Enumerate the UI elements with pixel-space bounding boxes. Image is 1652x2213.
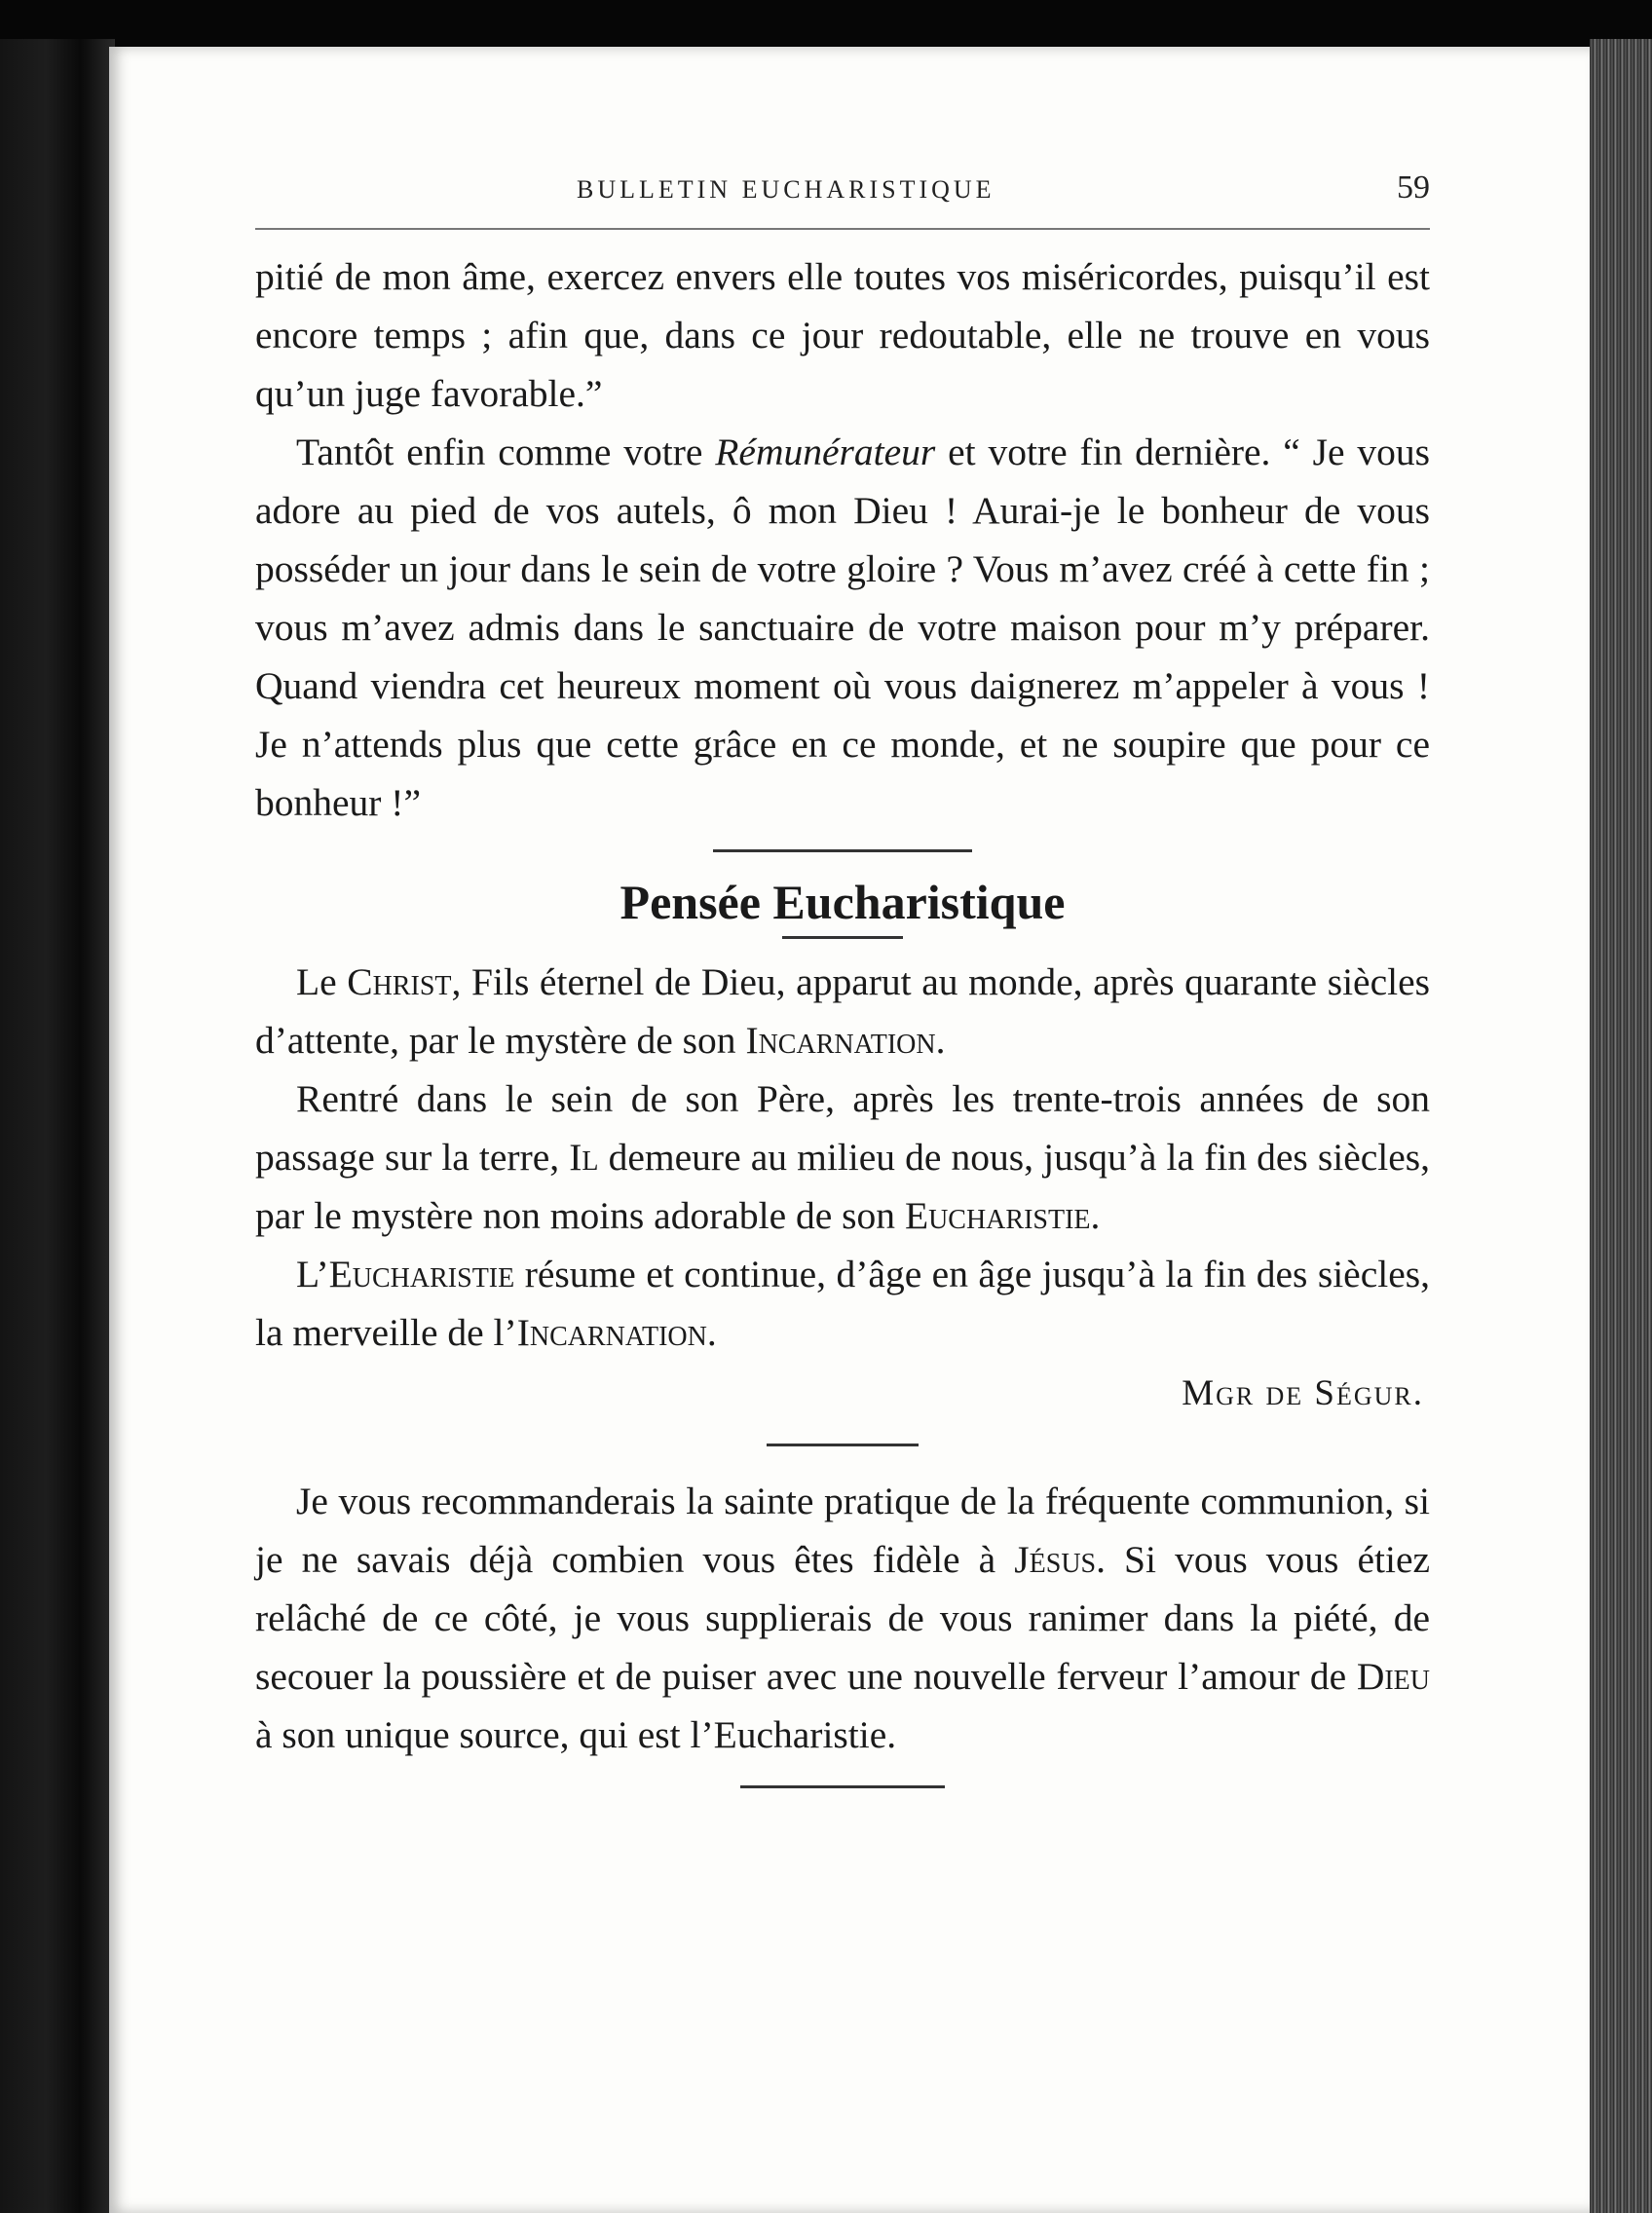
text-run: . xyxy=(935,1019,946,1062)
running-head xyxy=(255,146,1430,208)
heading-underline xyxy=(782,936,903,939)
eucharistie-paragraph xyxy=(255,1069,1430,1245)
continued-paragraph xyxy=(255,247,1430,423)
text-run: Je vous recommanderais la sainte pratique de la fréquente communion, si je ne savais déjà combien vous êtes fidèle à xyxy=(255,1480,1430,1581)
text-run: . Si vous vous étiez relâché de ce côté, je vous supplierais de vous ranimer dans la piété, de secouer la poussière et de puiser avec une nouvelle ferveur l’amour de xyxy=(255,1538,1431,1698)
small-caps-dieu: Dieu xyxy=(1356,1655,1430,1698)
header-rule xyxy=(255,228,1430,230)
end-rule xyxy=(740,1785,945,1788)
remunerateur-paragraph xyxy=(255,423,1430,832)
section-heading: Pensée Eucharistique xyxy=(620,875,1066,929)
text-run: . xyxy=(706,1311,717,1354)
small-caps-christ: Christ xyxy=(347,960,452,1003)
text-run: , Fils éternel de Dieu, apparut au monde, après quarante siècles d’attente, par le mystère de son xyxy=(255,960,1430,1062)
text-run: Rentré dans le sein de son Père, après les trente-trois années de son passage sur la terre, xyxy=(255,1077,1430,1179)
section-divider xyxy=(767,1444,919,1446)
text-run: demeure au milieu de nous, jusqu’à la fin des siècles, par le mystère non moins adorable de son xyxy=(255,1136,1431,1237)
book-gutter xyxy=(0,39,115,2213)
small-caps-eucharistie: Eucharistie xyxy=(328,1253,515,1295)
small-caps-incarnation: Incarnation xyxy=(516,1311,707,1354)
author-signature: Mgr de Ségur. xyxy=(1182,1373,1424,1413)
small-caps-incarnation: Incarnation xyxy=(745,1019,936,1062)
running-head-title: BULLETIN EUCHARISTIQUE xyxy=(577,175,995,204)
section-divider xyxy=(713,849,972,852)
text-run: et votre fin dernière. “ Je vous adore au pied de vos autels, ô mon Dieu ! Aurai-je le bonheur de vous posséder un jour dans le sein de votre gloire ? Vous m’avez créé à cette fin ; vous m’avez admis dans le sanctuaire de votre maison pour m’y préparer. Quand viendra cet heureux moment où vous daignerez m’appeler à vous ! Je n’attends plus que cette grâce en ce monde, et ne soupire que pour ce bonheur !” xyxy=(255,431,1430,824)
text-run: résume et continue, d’âge en âge jusqu’à la fin des siècles, la merveille de l’ xyxy=(255,1253,1430,1354)
text-run: L’ xyxy=(296,1253,329,1295)
closing-paragraph xyxy=(255,1472,1430,1764)
small-caps-jesus: Jésus xyxy=(1014,1538,1097,1581)
page-number: 59 xyxy=(1397,169,1430,206)
small-caps-eucharistie: Eucharistie xyxy=(904,1194,1091,1237)
text-run: . xyxy=(1090,1194,1101,1237)
text-run: Le xyxy=(296,960,348,1003)
small-caps-il: Il xyxy=(569,1136,599,1179)
incarnation-paragraph xyxy=(255,953,1430,1069)
page-stack-edge xyxy=(1590,39,1652,2213)
emphasis-remunerateur: Rémunérateur xyxy=(715,431,936,473)
page-content xyxy=(255,146,1430,1788)
continued-paragraph-text: pitié de mon âme, exercez envers elle toutes vos miséricordes, puisqu’il est encore temps ; afin que, dans ce jour redoutable, elle ne trouve en vous qu’un juge favorable.” xyxy=(255,255,1430,415)
text-run: à son unique source, qui est l’Eucharistie. xyxy=(255,1713,897,1756)
resume-paragraph xyxy=(255,1245,1430,1362)
text-run: Tantôt enfin comme votre xyxy=(296,431,716,473)
